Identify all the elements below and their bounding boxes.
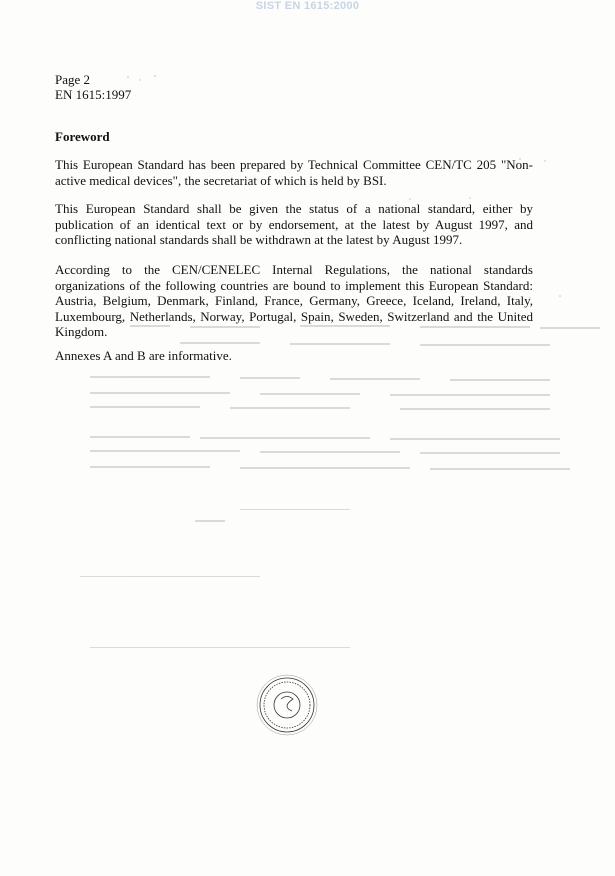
- paragraph-status: This European Standard shall be given the status of a national standard, either by publication of an identical text or by endorsement, at the latest by August 1997, and conflicting national standards shall be withdrawn at the latest by August 1997.: [55, 201, 533, 247]
- page-header: [55, 72, 131, 102]
- paragraph-committee: This European Standard has been prepared by Technical Committee CEN/TC 205 "Non-active medical devices", the secretariat of which is held by BSI.: [55, 157, 533, 188]
- standard-number: EN 1615:1997: [55, 87, 132, 102]
- paragraph-annexes: Annexes A and B are informative.: [55, 348, 232, 363]
- official-seal-icon: [257, 675, 317, 735]
- paragraph-regulations: According to the CEN/CENELEC Internal Regulations, the national standards organizations of the following countries are bound to implement this European Standard: Austria, Belgium, Denmark, Finland, France, Germany, Greece, Iceland, Ireland, Italy, Luxembourg, Netherlands, Norway, Portugal, Spain, Sweden, Switzerland and the United Kingdom.: [55, 262, 533, 339]
- page-number: Page 2: [55, 72, 91, 87]
- document-watermark: SIST EN 1615:2000: [255, 0, 360, 12]
- foreword-heading: Foreword: [55, 129, 110, 144]
